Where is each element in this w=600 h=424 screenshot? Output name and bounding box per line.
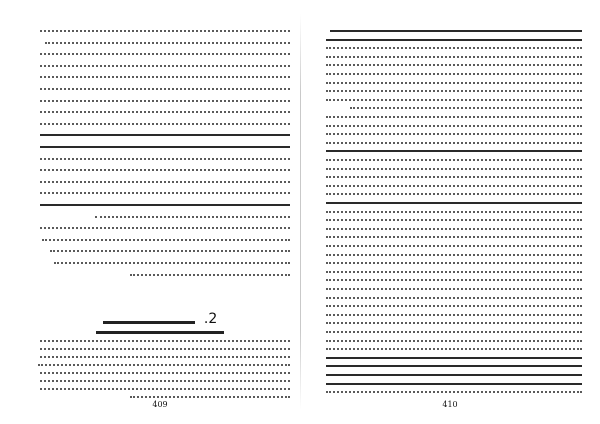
right-page-text-line (326, 224, 582, 230)
left-page-text-line (40, 376, 290, 382)
left-page-text-line (40, 344, 290, 350)
right-page-text-line (326, 78, 582, 84)
left-page-text-line (40, 84, 290, 90)
right-page-text-line (326, 284, 582, 290)
left-page-text-line (40, 61, 290, 67)
right-page-text-line (326, 189, 582, 195)
left-page-text-line (40, 352, 290, 358)
left-page-text-line (40, 130, 290, 136)
left-page-text-line (40, 26, 290, 32)
right-page-text-line (326, 60, 582, 66)
right-page-text-line (326, 215, 582, 221)
right-page-text-line (326, 198, 582, 204)
book-gutter (300, 14, 301, 410)
left-page (30, 22, 290, 409)
left-page-text-line (40, 72, 290, 78)
right-page-text-line (326, 155, 582, 161)
left-page-text-line (130, 270, 290, 276)
right-page-text-line (326, 207, 582, 213)
right-page-text-line (326, 301, 582, 307)
right-page-text-line (326, 310, 582, 316)
left-page-text-line (50, 246, 290, 252)
right-page-text-line (326, 146, 582, 152)
right-page-text-line (326, 327, 582, 333)
right-page-text-line (326, 43, 582, 49)
right-page-text-line (326, 318, 582, 324)
left-page-text-line (40, 223, 290, 229)
left-page-text-line (130, 392, 290, 398)
right-page-text-line (326, 241, 582, 247)
right-page-text-line (326, 379, 582, 385)
right-page-text-line (326, 258, 582, 264)
right-page-text-line (330, 26, 582, 32)
left-page-text-line (40, 165, 290, 171)
right-page-text-line (326, 181, 582, 187)
right-page-text-line (326, 250, 582, 256)
right-page-text-line (326, 336, 582, 342)
right-page-text-line (326, 370, 582, 376)
left-page-text-line (40, 107, 290, 113)
right-page-text-line (326, 121, 582, 127)
left-page-text-line (42, 235, 290, 241)
left-page-text-line (40, 119, 290, 125)
right-page (318, 22, 582, 409)
left-page-text-line (40, 200, 290, 206)
left-page-text-line (40, 96, 290, 102)
right-page-text-line (326, 129, 582, 135)
left-page-text-line (40, 368, 290, 374)
left-page-text-line (40, 49, 290, 55)
right-page-text-line (326, 232, 582, 238)
right-page-text-line (326, 95, 582, 101)
left-page-text-line (40, 384, 290, 390)
right-page-text-line (326, 69, 582, 75)
section-heading-subtitle (96, 324, 224, 334)
right-page-text-line (326, 387, 582, 393)
right-page-text-line (326, 172, 582, 178)
left-page-number: 409 (152, 400, 168, 409)
section-heading-number: 2. (203, 311, 218, 327)
right-page-text-line (326, 344, 582, 350)
right-page-text-line (326, 86, 582, 92)
right-page-text-line (326, 267, 582, 273)
left-page-text-line (40, 154, 290, 160)
left-page-text-line (40, 188, 290, 194)
left-page-text-line (40, 177, 290, 183)
right-page-number: 410 (442, 400, 458, 409)
left-page-text-line (38, 360, 290, 366)
right-page-text-line (326, 353, 582, 359)
section-heading-title (103, 313, 195, 324)
left-page-text-line (40, 336, 290, 342)
right-page-text-line (350, 103, 582, 109)
left-page-text-line (95, 212, 290, 218)
right-page-text-line (326, 293, 582, 299)
left-page-text-line (40, 142, 290, 148)
left-page-text-line (54, 258, 290, 264)
right-page-text-line (326, 275, 582, 281)
right-page-text-line (326, 35, 582, 41)
right-page-text-line (326, 138, 582, 144)
right-page-text-line (326, 164, 582, 170)
right-page-text-line (326, 361, 582, 367)
right-page-text-line (326, 112, 582, 118)
right-page-text-line (326, 52, 582, 58)
left-page-text-line (45, 38, 290, 44)
